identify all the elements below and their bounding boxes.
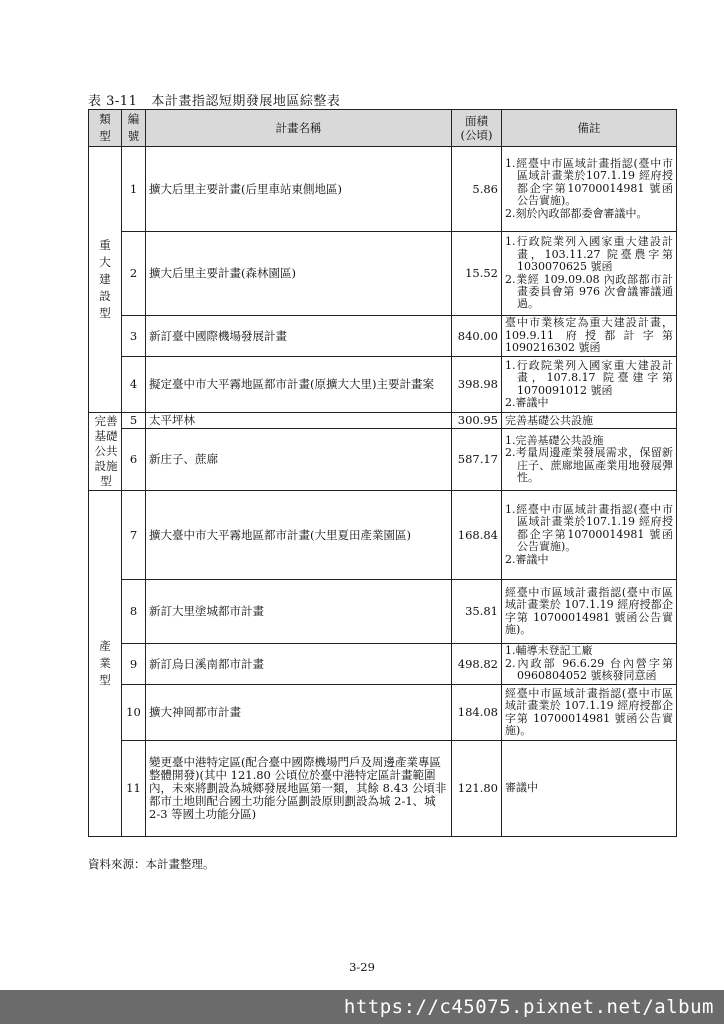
row-number: 7 bbox=[122, 491, 146, 580]
plan-area: 184.08 bbox=[452, 685, 502, 741]
data-source: 資料來源：本計畫整理。 bbox=[88, 857, 215, 871]
table-header-row bbox=[89, 110, 677, 147]
row-number: 10 bbox=[122, 685, 146, 741]
plan-area: 398.98 bbox=[452, 357, 502, 413]
row-number: 1 bbox=[122, 147, 146, 232]
watermark-url: https://c45075.pixnet.net/album bbox=[343, 996, 714, 1018]
plan-note bbox=[502, 357, 677, 413]
plan-name: 擴大神岡都市計畫 bbox=[146, 685, 452, 741]
plan-name: 擴大臺中市大平霧地區都市計畫(大里夏田產業園區) bbox=[146, 491, 452, 580]
note-line: 經臺中市區域計畫指認(臺中市區域計畫業於 107.1.19 經府授都企字第 10700014981 號函公告實施)。 bbox=[505, 585, 673, 636]
plan-name: 擴大后里主要計畫(后里車站東側地區) bbox=[146, 147, 452, 232]
table-row bbox=[89, 357, 677, 413]
note-line: 2.業經 109.09.08 內政部都市計畫委員會第 976 次會議審議通過。 bbox=[505, 272, 673, 311]
plan-area: 121.80 bbox=[452, 741, 502, 837]
plan-note bbox=[502, 644, 677, 685]
plan-area: 840.00 bbox=[452, 316, 502, 357]
row-number: 11 bbox=[122, 741, 146, 837]
table-title: 本計畫指認短期發展地區綜整表 bbox=[151, 94, 341, 109]
table-row bbox=[89, 741, 677, 837]
note-line: 完善基礎公共設施 bbox=[505, 413, 593, 427]
table-number: 表 3-11 bbox=[88, 94, 138, 109]
note-line: 1.經臺中市區域計畫指認(臺中市區域計畫業於107.1.19 經府授都企字第10700014981 號函公告實施)。 bbox=[505, 156, 673, 208]
plan-note bbox=[502, 147, 677, 232]
header-no: 編號 bbox=[122, 110, 146, 147]
type-cell: 產業型 bbox=[89, 491, 122, 837]
plan-note bbox=[502, 685, 677, 741]
plan-note bbox=[502, 580, 677, 644]
plan-note bbox=[502, 741, 677, 837]
plan-name: 新訂大里塗城都市計畫 bbox=[146, 580, 452, 644]
row-number: 2 bbox=[122, 232, 146, 316]
plan-area: 35.81 bbox=[452, 580, 502, 644]
header-note: 備註 bbox=[502, 110, 677, 147]
note-line: 2.審議中 bbox=[505, 552, 549, 566]
note-line: 2.審議中 bbox=[505, 395, 549, 409]
table-row bbox=[89, 147, 677, 232]
page-number: 3-29 bbox=[349, 960, 375, 974]
note-line: 1.行政院業列入國家重大建設計畫，107.8.17 院臺建字第 1070091012 號函 bbox=[505, 358, 673, 397]
plan-area: 300.95 bbox=[452, 413, 502, 429]
plan-note bbox=[502, 491, 677, 580]
table-caption bbox=[88, 90, 340, 109]
watermark-bar bbox=[0, 990, 724, 1024]
note-line: 2.內政部 96.6.29 台內營字第0960804052 號核發同意函 bbox=[505, 656, 673, 683]
header-area bbox=[452, 110, 502, 147]
note-line: 2.刻於內政部都委會審議中。 bbox=[505, 206, 648, 220]
type-cell: 完善基礎公共設施型 bbox=[89, 413, 122, 491]
plan-area: 168.84 bbox=[452, 491, 502, 580]
table-row bbox=[89, 685, 677, 741]
header-type: 類型 bbox=[89, 110, 122, 147]
plan-area: 5.86 bbox=[452, 147, 502, 232]
header-name: 計畫名稱 bbox=[146, 110, 452, 147]
plan-note bbox=[502, 232, 677, 316]
note-line: 2.考量周邊產業發展需求，保留新庄子、蔗廍地區產業用地發展彈性。 bbox=[505, 446, 673, 485]
plan-area: 587.17 bbox=[452, 429, 502, 491]
note-line: 1.輔導未登記工廠 bbox=[505, 644, 593, 658]
table-row bbox=[89, 316, 677, 357]
row-number: 5 bbox=[122, 413, 146, 429]
table-row bbox=[89, 413, 677, 429]
plan-note bbox=[502, 316, 677, 357]
plan-note bbox=[502, 429, 677, 491]
row-number: 4 bbox=[122, 357, 146, 413]
table-row bbox=[89, 429, 677, 491]
table-row bbox=[89, 232, 677, 316]
row-number: 3 bbox=[122, 316, 146, 357]
note-line: 臺中市業核定為重大建設計畫，109.9.11 府授都計字第1090216302 號函 bbox=[505, 316, 673, 355]
plan-name: 擴大后里主要計畫(森林園區) bbox=[146, 232, 452, 316]
note-line: 1.經臺中市區域計畫指認(臺中市區域計畫業於107.1.19 經府授都企字第10700014981 號函公告實施)。 bbox=[505, 502, 673, 554]
plan-area: 15.52 bbox=[452, 232, 502, 316]
note-line: 1.行政院業列入國家重大建設計畫，103.11.27 院臺農字第 1030070625 號函 bbox=[505, 235, 673, 274]
plan-area: 498.82 bbox=[452, 644, 502, 685]
header-area-unit: (公頃) bbox=[460, 128, 493, 142]
plan-name: 太平坪林 bbox=[146, 413, 452, 429]
plan-name: 新訂烏日溪南都市計畫 bbox=[146, 644, 452, 685]
note-line: 審議中 bbox=[505, 781, 538, 795]
type-cell: 重大建設型 bbox=[89, 147, 122, 413]
plan-name: 新庄子、蔗廍 bbox=[146, 429, 452, 491]
header-area-label: 面積 bbox=[465, 114, 488, 128]
plan-note bbox=[502, 413, 677, 429]
note-line: 經臺中市區域計畫指認(臺中市區域計畫業於 107.1.19 經府授都企字第 10700014981 號函公告實施)。 bbox=[505, 686, 673, 737]
table-row bbox=[89, 644, 677, 685]
plan-name: 新訂臺中國際機場發展計畫 bbox=[146, 316, 452, 357]
row-number: 6 bbox=[122, 429, 146, 491]
development-areas-table bbox=[88, 109, 677, 837]
plan-name: 變更臺中港特定區(配合臺中國際機場門戶及周邊產業專區整體開發)(其中 121.80 公頃位於臺中港特定區計畫範圍內，未來將劃設為城鄉發展地區第一類，其餘 8.43 公頃非都市土地則配合國土功能分區劃設原則劃設為城 2-1、城 2-3 等國土功能分區) bbox=[146, 741, 452, 837]
plan-name: 擬定臺中市大平霧地區都市計畫(原擴大大里)主要計畫案 bbox=[146, 357, 452, 413]
table-row bbox=[89, 580, 677, 644]
row-number: 9 bbox=[122, 644, 146, 685]
note-line: 1.完善基礎公共設施 bbox=[505, 433, 604, 447]
table-row bbox=[89, 491, 677, 580]
row-number: 8 bbox=[122, 580, 146, 644]
